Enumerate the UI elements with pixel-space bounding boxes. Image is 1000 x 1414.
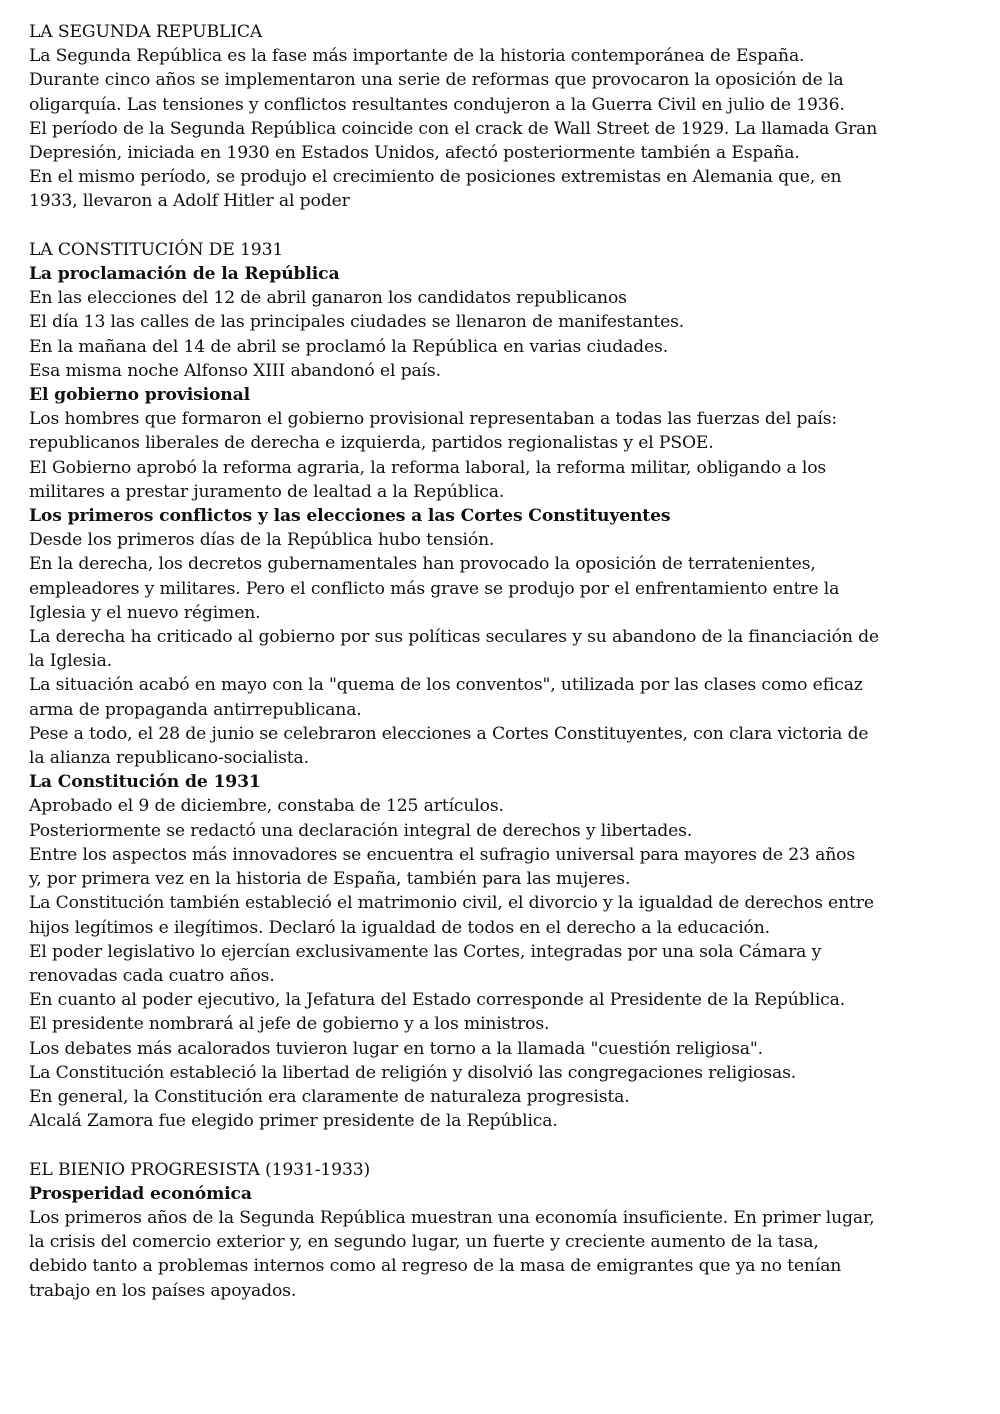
paragraph-line: El día 13 las calles de las principales ciudades se llenaron de manifestantes.	[29, 312, 685, 333]
paragraph-line: En la derecha, los decretos gubernamentales han provocado la oposición de terratenientes,	[29, 554, 816, 575]
paragraph-line: Los debates más acalorados tuvieron lugar en torno a la llamada "cuestión religiosa".	[29, 1038, 763, 1059]
paragraph-line: republicanos liberales de derecha e izquierda, partidos regionalistas y el PSOE.	[29, 433, 714, 454]
section-gap	[29, 214, 995, 238]
paragraph-line: empleadores y militares. Pero el conflicto más grave se produjo por el enfrentamiento entre la	[29, 578, 840, 599]
paragraph-line: Pese a todo, el 28 de junio se celebraron elecciones a Cortes Constituyentes, con clara victoria de	[29, 723, 869, 744]
paragraph-line: La Segunda República es la fase más importante de la historia contemporánea de España.	[29, 46, 805, 67]
paragraph-line: y, por primera vez en la historia de España, también para las mujeres.	[29, 869, 631, 890]
paragraph-line: trabajo en los países apoyados.	[29, 1280, 297, 1301]
paragraph-line: En el mismo período, se produjo el crecimiento de posiciones extremistas en Alemania que, en	[29, 167, 842, 188]
paragraph-line: debido tanto a problemas internos como al regreso de la masa de emigrantes que ya no tenían	[29, 1256, 842, 1277]
paragraph-line: arma de propaganda antirrepublicana.	[29, 699, 362, 720]
paragraph-line: Durante cinco años se implementaron una serie de reformas que provocaron la oposición de la	[29, 70, 844, 91]
paragraph-line: Posteriormente se redactó una declaración integral de derechos y libertades.	[29, 820, 693, 841]
paragraph-line: En la mañana del 14 de abril se proclamó la República en varias ciudades.	[29, 336, 669, 357]
paragraph-line: La derecha ha criticado al gobierno por sus políticas seculares y su abandono de la financiación de	[29, 627, 879, 648]
paragraph-line: El Gobierno aprobó la reforma agraria, la reforma laboral, la reforma militar, obligando a los	[29, 457, 827, 478]
paragraph-line: En las elecciones del 12 de abril ganaron los candidatos republicanos	[29, 288, 627, 309]
subsection-heading: El gobierno provisional	[29, 385, 251, 406]
subsection-heading: Prosperidad económica	[29, 1183, 252, 1204]
paragraph-line: Alcalá Zamora fue elegido primer presidente de la República.	[29, 1111, 558, 1132]
paragraph-line: Esa misma noche Alfonso XIII abandonó el país.	[29, 360, 441, 381]
section-title: LA CONSTITUCIÓN DE 1931	[29, 239, 284, 260]
paragraph-line: 1933, llevaron a Adolf Hitler al poder	[29, 191, 350, 212]
paragraph-line: Los primeros años de la Segunda República muestran una economía insuficiente. En primer lugar,	[29, 1207, 875, 1228]
paragraph-line: La Constitución también estableció el matrimonio civil, el divorcio y la igualdad de derechos entre	[29, 893, 874, 914]
paragraph-line: la crisis del comercio exterior y, en segundo lugar, un fuerte y creciente aumento de la tasa,	[29, 1232, 819, 1253]
paragraph-line: Los hombres que formaron el gobierno provisional representaban a todas las fuerzas del país:	[29, 409, 838, 430]
paragraph-line: hijos legítimos e ilegítimos. Declaró la igualdad de todos en el derecho a la educación.	[29, 917, 770, 938]
paragraph-line: El poder legislativo lo ejercían exclusivamente las Cortes, integradas por una sola Cámara y	[29, 941, 822, 962]
section-gap	[29, 1133, 995, 1157]
subsection-heading: La Constitución de 1931	[29, 772, 261, 793]
subsection-heading: La proclamación de la República	[29, 264, 340, 285]
paragraph-line: la Iglesia.	[29, 651, 113, 672]
paragraph-line: la alianza republicano-socialista.	[29, 748, 309, 769]
paragraph-line: Aprobado el 9 de diciembre, constaba de 125 artículos.	[29, 796, 504, 817]
paragraph-line: El período de la Segunda República coincide con el crack de Wall Street de 1929. La llamada Gran	[29, 118, 878, 139]
paragraph-line: militares a prestar juramento de lealtad a la República.	[29, 481, 505, 502]
paragraph-line: El presidente nombrará al jefe de gobierno y a los ministros.	[29, 1014, 550, 1035]
paragraph-line: En cuanto al poder ejecutivo, la Jefatura del Estado corresponde al Presidente de la República.	[29, 990, 846, 1011]
paragraph-line: oligarquía. Las tensiones y conflictos resultantes condujeron a la Guerra Civil en julio de 1936.	[29, 94, 845, 115]
section-title: LA SEGUNDA REPUBLICA	[29, 22, 263, 42]
section-title: EL BIENIO PROGRESISTA (1931-1933)	[29, 1159, 371, 1180]
paragraph-line: Depresión, iniciada en 1930 en Estados Unidos, afectó posteriormente también a España.	[29, 143, 800, 164]
document-page	[29, 20, 995, 1303]
paragraph-line: Iglesia y el nuevo régimen.	[29, 602, 261, 623]
section-bienio-progresista	[29, 1158, 995, 1303]
section-constitucion-1931	[29, 238, 995, 1134]
paragraph-line: La situación acabó en mayo con la "quema de los conventos", utilizada por las clases como eficaz	[29, 675, 863, 696]
paragraph-line: Entre los aspectos más innovadores se encuentra el sufragio universal para mayores de 23 años	[29, 844, 856, 865]
paragraph-line: renovadas cada cuatro años.	[29, 965, 275, 986]
paragraph-line: En general, la Constitución era claramente de naturaleza progresista.	[29, 1086, 630, 1107]
section-segunda-republica	[29, 20, 995, 214]
paragraph-line: Desde los primeros días de la República hubo tensión.	[29, 530, 495, 551]
subsection-heading: Los primeros conflictos y las elecciones a las Cortes Constituyentes	[29, 506, 671, 527]
paragraph-line: La Constitución estableció la libertad de religión y disolvió las congregaciones religiosas.	[29, 1062, 797, 1083]
